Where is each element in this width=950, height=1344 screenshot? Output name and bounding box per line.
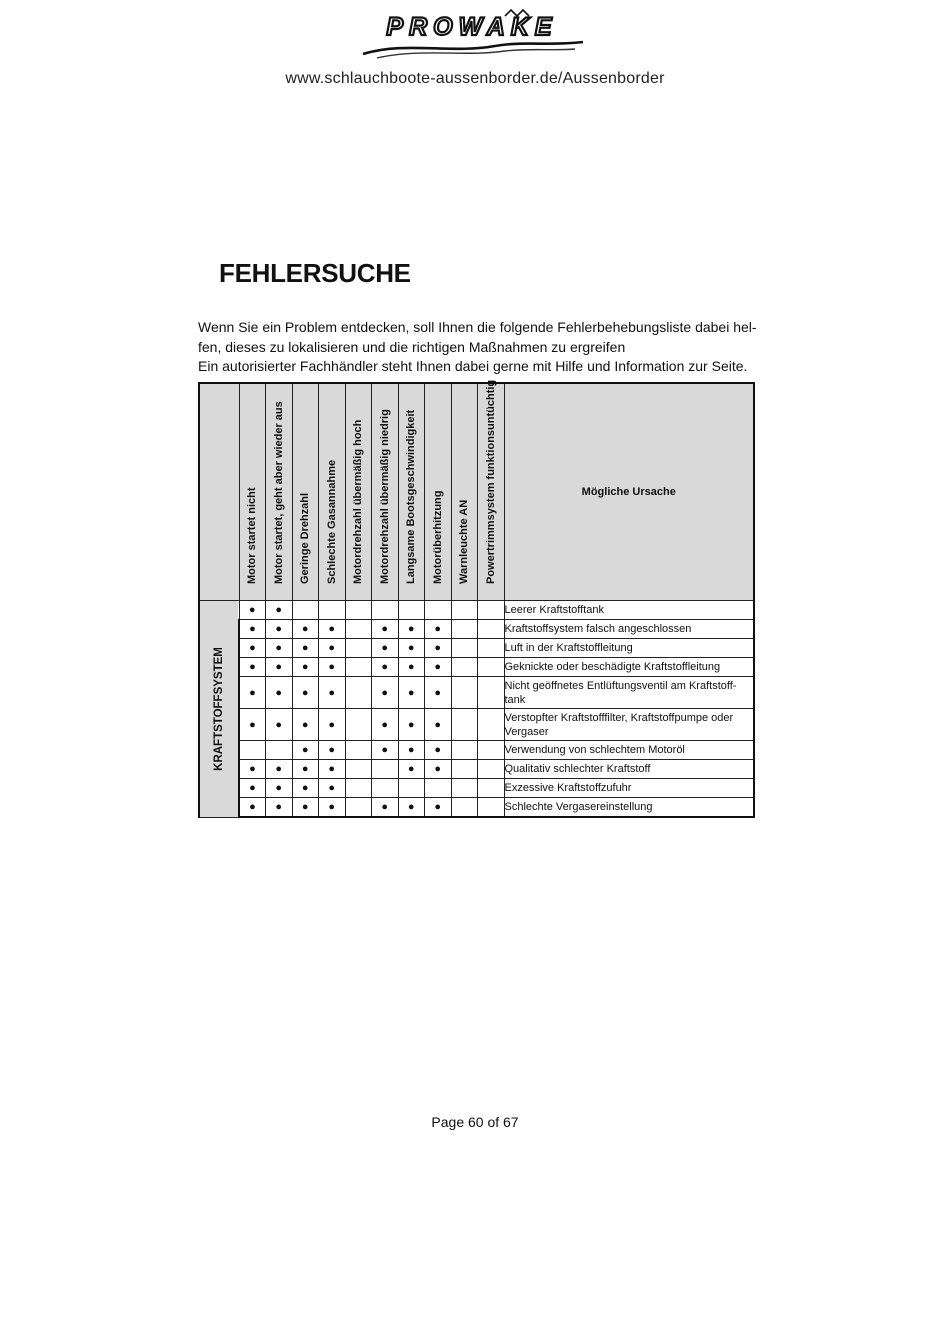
symptom-mark-cell [345, 760, 372, 779]
table-row [199, 798, 754, 818]
symptom-label: Motordrehzahl übermäßig niedrig [378, 409, 391, 584]
bullet-mark: ● [434, 801, 442, 813]
bullet-mark: ● [407, 718, 415, 731]
symptom-mark-cell [292, 601, 319, 620]
symptom-mark-cell [292, 741, 319, 760]
bullet-mark: ● [328, 744, 336, 756]
bullet-mark: ● [301, 782, 309, 794]
symptom-mark-cell [266, 779, 293, 798]
symptom-mark-cell [372, 741, 399, 760]
bullet-mark: ● [328, 763, 336, 775]
symptom-mark-cell [266, 709, 293, 741]
cause-cell [504, 760, 754, 779]
symptom-mark-cell [478, 709, 505, 741]
symptom-mark-cell [345, 779, 372, 798]
bullet-mark: ● [249, 686, 256, 699]
symptom-mark-cell [239, 658, 266, 677]
bullet-mark: ● [275, 718, 283, 731]
cause-column-header: Mögliche Ursache [504, 383, 754, 601]
symptom-header [319, 383, 346, 601]
symptom-header [451, 383, 478, 601]
symptom-mark-cell [372, 798, 399, 818]
bullet-mark: ● [301, 661, 309, 673]
bullet-mark: ● [434, 686, 442, 699]
symptom-mark-cell [239, 639, 266, 658]
symptom-mark-cell [451, 798, 478, 818]
symptom-mark-cell [239, 779, 266, 798]
bullet-mark: ● [301, 763, 309, 775]
cause-cell [504, 798, 754, 818]
symptom-mark-cell [372, 677, 399, 709]
bullet-mark: ● [249, 623, 256, 635]
symptom-label: Schlechte Gasannahme [325, 459, 338, 584]
bullet-mark: ● [434, 763, 442, 775]
symptom-mark-cell [292, 779, 319, 798]
symptom-mark-cell [292, 709, 319, 741]
bullet-mark: ● [434, 642, 442, 654]
table-row [199, 658, 754, 677]
symptom-mark-cell [239, 601, 266, 620]
symptom-mark-cell [425, 760, 452, 779]
symptom-header [478, 379, 505, 601]
category-cell [199, 601, 239, 818]
bullet-mark: ● [381, 686, 389, 699]
bullet-mark: ● [328, 801, 336, 813]
symptom-mark-cell [319, 601, 346, 620]
prowake-logo [355, 8, 590, 60]
cause-text-line: Vergaser [504, 725, 549, 738]
cause-cell [504, 779, 754, 798]
page-number: Page 60 of 67 [431, 1114, 519, 1130]
bullet-mark: ● [381, 623, 389, 635]
symptom-mark-cell [451, 709, 478, 741]
symptom-mark-cell [345, 709, 372, 741]
symptom-mark-cell [345, 741, 372, 760]
symptom-mark-cell [425, 639, 452, 658]
symptom-mark-cell [266, 639, 293, 658]
cause-text: Leerer Kraftstofftank [504, 604, 604, 616]
symptom-header [266, 383, 293, 601]
symptom-mark-cell [266, 658, 293, 677]
bullet-mark: ● [434, 661, 442, 673]
bullet-mark: ● [407, 801, 415, 813]
bullet-mark: ● [275, 642, 283, 654]
symptom-mark-cell [372, 709, 399, 741]
symptom-mark-cell [451, 601, 478, 620]
symptom-mark-cell [292, 658, 319, 677]
symptom-mark-cell [292, 677, 319, 709]
bullet-mark: ● [248, 604, 256, 616]
bullet-mark: ● [328, 642, 336, 654]
symptom-mark-cell [425, 677, 452, 709]
intro-line: Wenn Sie ein Problem entdecken, soll Ihnen die folgende Fehlerbehebungsliste dabei hel- [198, 319, 757, 335]
table-row [199, 760, 754, 779]
symptom-mark-cell [451, 760, 478, 779]
bullet-mark: ● [249, 763, 256, 775]
symptom-mark-cell [478, 620, 505, 639]
symptom-mark-cell [345, 639, 372, 658]
bullet-mark: ● [249, 661, 256, 673]
table-row [199, 677, 754, 709]
bullet-mark: ● [407, 763, 415, 775]
bullet-mark: ● [381, 661, 389, 673]
symptom-header [239, 383, 266, 601]
symptom-mark-cell [345, 798, 372, 818]
bullet-mark: ● [249, 642, 256, 654]
symptom-mark-cell [266, 601, 293, 620]
intro-paragraph [198, 318, 758, 377]
symptom-mark-cell [372, 620, 399, 639]
bullet-mark: ● [407, 642, 415, 654]
symptom-label: Motor startet nicht [246, 487, 259, 584]
symptom-mark-cell [372, 779, 399, 798]
bullet-mark: ● [275, 801, 283, 813]
symptom-mark-cell [451, 741, 478, 760]
bullet-mark: ● [434, 744, 442, 756]
cause-text: Exzessive Kraftstoffzufuhr [504, 782, 632, 794]
cause-text: Luft in der Kraftstoffleitung [504, 642, 633, 654]
table-row [199, 620, 754, 639]
bullet-mark: ● [301, 686, 309, 699]
symptom-mark-cell [239, 741, 266, 760]
bullet-mark: ● [381, 744, 389, 756]
bullet-mark: ● [301, 744, 309, 756]
cause-cell [504, 639, 754, 658]
bullet-mark: ● [275, 763, 283, 775]
symptom-mark-cell [239, 677, 266, 709]
symptom-mark-cell [319, 779, 346, 798]
symptom-mark-cell [478, 601, 505, 620]
symptom-mark-cell [478, 760, 505, 779]
symptom-mark-cell [478, 779, 505, 798]
bullet-mark: ● [434, 718, 442, 731]
cause-cell [504, 658, 754, 677]
troubleshooting-table [198, 379, 755, 818]
symptom-mark-cell [345, 677, 372, 709]
symptom-mark-cell [345, 658, 372, 677]
bullet-mark: ● [249, 801, 256, 813]
bullet-mark: ● [407, 623, 415, 635]
website-url: www.schlauchboote-aussenborder.de/Aussenborder [285, 70, 665, 87]
table-row [199, 709, 754, 741]
cause-cell [504, 620, 754, 639]
table-corner-cell [199, 383, 239, 601]
symptom-header [292, 383, 319, 601]
bullet-mark: ● [434, 623, 442, 635]
symptom-mark-cell [345, 620, 372, 639]
symptom-mark-cell [239, 760, 266, 779]
symptom-mark-cell [266, 760, 293, 779]
symptom-mark-cell [478, 798, 505, 818]
bullet-mark: ● [301, 623, 309, 635]
symptom-mark-cell [425, 741, 452, 760]
symptom-mark-cell [319, 677, 346, 709]
symptom-mark-cell [266, 741, 293, 760]
symptom-header [345, 383, 372, 601]
table-header-row [199, 383, 754, 601]
intro-line: Ein autorisierter Fachhändler steht Ihnen dabei gerne mit Hilfe und Information zur Seite. [198, 358, 748, 374]
symptom-mark-cell [398, 601, 425, 620]
bullet-mark: ● [407, 661, 415, 673]
symptom-mark-cell [372, 760, 399, 779]
symptom-mark-cell [398, 709, 425, 741]
symptom-mark-cell [292, 798, 319, 818]
bullet-mark: ● [301, 718, 309, 731]
symptom-mark-cell [451, 677, 478, 709]
bullet-mark: ● [328, 623, 336, 635]
symptom-label: Motor startet, geht aber wieder aus [272, 401, 285, 584]
intro-line: fen, dieses zu lokalisieren und die richtigen Maßnahmen zu ergreifen [198, 338, 626, 355]
symptom-mark-cell [451, 639, 478, 658]
symptom-label: Warnleuchte AN [458, 499, 471, 584]
symptom-mark-cell [398, 779, 425, 798]
symptom-mark-cell [425, 601, 452, 620]
cause-text: Kraftstoffsystem falsch angeschlossen [504, 623, 692, 635]
cause-cell [504, 741, 754, 760]
symptom-mark-cell [319, 620, 346, 639]
symptom-mark-cell [319, 741, 346, 760]
symptom-mark-cell [319, 639, 346, 658]
symptom-mark-cell [398, 798, 425, 818]
bullet-mark: ● [275, 661, 283, 673]
cause-text: Verwendung von schlechtem Motoröl [504, 744, 685, 756]
symptom-mark-cell [292, 760, 319, 779]
bullet-mark: ● [328, 782, 336, 794]
cause-text-line: Verstopfter Kraftstofffilter, Kraftstoffpumpe oder [504, 711, 734, 724]
symptom-mark-cell [239, 709, 266, 741]
symptom-header [372, 383, 399, 601]
cause-cell [504, 677, 754, 709]
bullet-mark: ● [407, 686, 415, 699]
bullet-mark: ● [249, 718, 256, 731]
symptom-mark-cell [451, 658, 478, 677]
symptom-label: Geringe Drehzahl [299, 492, 312, 584]
bullet-mark: ● [381, 642, 389, 654]
bullet-mark: ● [328, 661, 336, 673]
symptom-mark-cell [478, 741, 505, 760]
symptom-label: Langsame Bootsgeschwindigkeit [405, 409, 418, 584]
table-row [199, 639, 754, 658]
bullet-mark: ● [249, 782, 256, 794]
bullet-mark: ● [407, 744, 415, 756]
symptom-mark-cell [319, 709, 346, 741]
symptom-mark-cell [451, 779, 478, 798]
symptom-mark-cell [319, 760, 346, 779]
cause-text: Qualitativ schlechter Kraftstoff [504, 763, 651, 775]
symptom-header [398, 383, 425, 601]
page-title: FEHLERSUCHE [219, 258, 411, 288]
symptom-mark-cell [372, 639, 399, 658]
table-row [199, 601, 754, 620]
symptom-mark-cell [478, 639, 505, 658]
symptom-label: Motordrehzahl übermäßig hoch [352, 419, 365, 584]
symptom-mark-cell [425, 709, 452, 741]
cause-text: Geknickte oder beschädigte Kraftstoffleitung [504, 661, 721, 673]
symptom-mark-cell [266, 677, 293, 709]
symptom-mark-cell [372, 601, 399, 620]
bullet-mark: ● [301, 801, 309, 813]
symptom-mark-cell [398, 741, 425, 760]
symptom-mark-cell [425, 779, 452, 798]
symptom-mark-cell [398, 639, 425, 658]
symptom-mark-cell [478, 677, 505, 709]
bullet-mark: ● [275, 604, 283, 616]
bullet-mark: ● [275, 782, 283, 794]
symptom-mark-cell [239, 620, 266, 639]
symptom-mark-cell [478, 658, 505, 677]
bullet-mark: ● [301, 642, 309, 654]
cause-cell [504, 709, 754, 741]
cause-text-line: tank [504, 693, 526, 706]
logo-text: PROWAKE [386, 13, 558, 41]
symptom-mark-cell [425, 620, 452, 639]
symptom-mark-cell [292, 639, 319, 658]
bullet-mark: ● [328, 718, 336, 731]
symptom-mark-cell [319, 798, 346, 818]
symptom-mark-cell [451, 620, 478, 639]
category-label: KRAFTSTOFFSYSTEM [213, 646, 225, 771]
symptom-label: Motorüberhitzung [431, 490, 444, 584]
symptom-mark-cell [266, 620, 293, 639]
symptom-mark-cell [425, 658, 452, 677]
bullet-mark: ● [328, 686, 336, 699]
cause-text: Schlechte Vergasereinstellung [504, 801, 653, 813]
table-row [199, 741, 754, 760]
bullet-mark: ● [275, 623, 283, 635]
bullet-mark: ● [275, 686, 283, 699]
bullet-mark: ● [381, 718, 389, 731]
table-row [199, 779, 754, 798]
symptom-mark-cell [319, 658, 346, 677]
symptom-mark-cell [398, 677, 425, 709]
symptom-mark-cell [398, 760, 425, 779]
symptom-mark-cell [425, 798, 452, 818]
symptom-mark-cell [345, 601, 372, 620]
symptom-mark-cell [372, 658, 399, 677]
cause-cell [504, 601, 754, 620]
symptom-label: Powertrimmsystem funktionsuntüchtig [484, 379, 497, 584]
symptom-mark-cell [398, 658, 425, 677]
symptom-mark-cell [266, 798, 293, 818]
symptom-mark-cell [239, 798, 266, 818]
bullet-mark: ● [381, 801, 389, 813]
symptom-mark-cell [292, 620, 319, 639]
cause-text-line: Nicht geöffnetes Entlüftungsventil am Kraftstoff- [504, 679, 737, 692]
symptom-header [425, 383, 452, 601]
symptom-mark-cell [398, 620, 425, 639]
